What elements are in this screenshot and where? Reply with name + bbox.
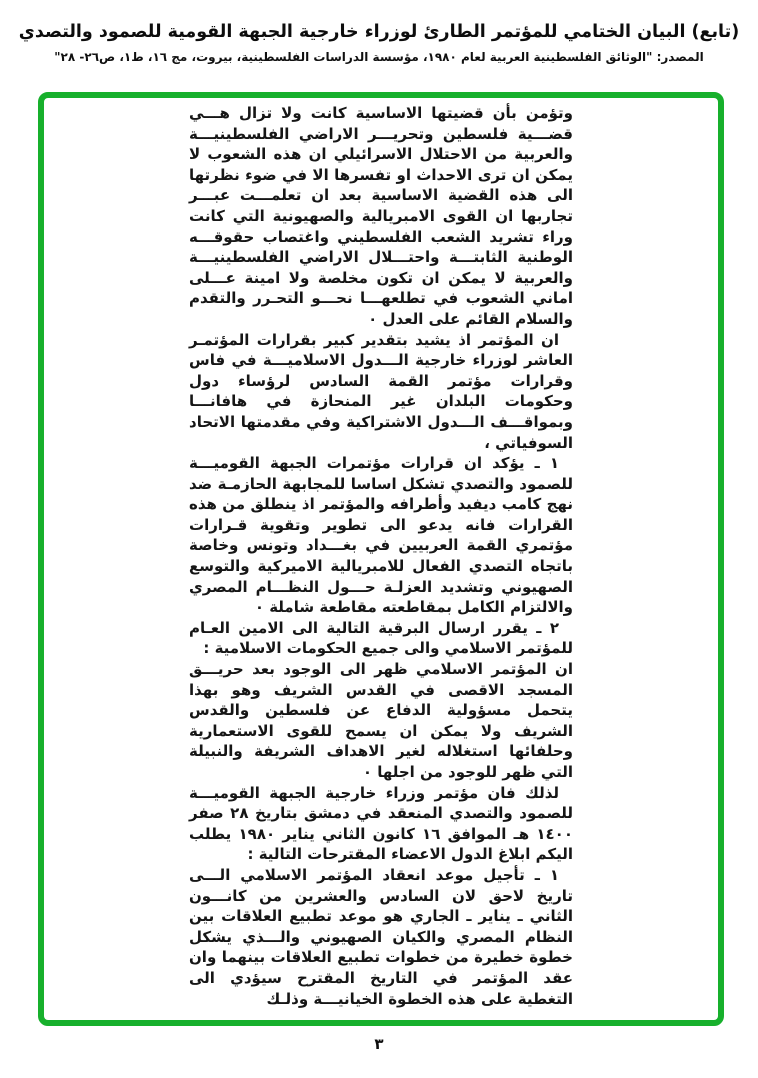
page-number: ٣ xyxy=(374,1035,384,1053)
body-paragraph-5: ان المؤتمر الاسلامي ظهر الى الوجود بعد حريـــق المسجد الاقصى في القدس الشريف وهو بهذا يتحمل مسؤولية الدفاع عن فلسطين والقدس الشريف ولا يمكن ان يسمح للقوى الاستعمارية وحلفائها استغلاله لغير الاهداف الشريفة والنبيلة التي ظهر للوجود من اجلها ٠ xyxy=(189,660,573,781)
document-body xyxy=(189,103,573,1009)
document-source-citation: المصدر: "الوثائق الفلسطينية العربية لعام ١٩٨٠، مؤسسة الدراسات الفلسطينية، بيروت، مج ١٦، ط١، ص٢٦- ٢٨" xyxy=(54,50,704,64)
body-paragraph-4-item-2: ٢ ـ يقرر ارسال البرقية التالية الى الامين العـام للمؤتمر الاسلامي والى جميع الحكومات الاسلامية : xyxy=(189,618,573,658)
body-paragraph-6: لذلك فان مؤتمر وزراء خارجية الجبهة القوميـــة للصمود والتصدي المنعقد في دمشق بتاريخ ٢٨ صفر ١٤٠٠ هـ الموافق ١٦ كانون الثاني يناير ١٩٨٠ يطلب اليكم ابلاغ الدول الاعضاء المقترحات التالية : xyxy=(189,783,573,864)
body-paragraph-2: ان المؤتمر اذ يشيد بتقدير كبير بقرارات المؤتمـر العاشر لوزراء خارجية الـــدول الاسلاميـــة في فاس وقرارات مؤتمر القمة السادس لرؤساء دول وحكومات البلدان غير المنحازة في هافانـــا وبمواقـــف الـــدول الاشتراكية وفي مقدمتها الاتحاد السوفياتي ، xyxy=(189,330,573,452)
body-paragraph-3-item-1: ١ ـ يؤكد ان قرارات مؤتمرات الجبهة القوميـــة للصمود والتصدي تشكل اساسا للمجابهة الحازمـة ضد نهج كامب ديفيد وأطرافه والمؤتمر اذ ينطلق من هذه القرارات فانه يدعو الى تطوير وتقوية قـرارات مؤتمري القمة العربيين في بغـــداد وتونس وخاصة باتجاه التصدي الفعال للامبريالية الاميركية والتوسع الصهيوني وتشديد العزلـة حـــول النظـــام المصري والالتزام الكامل بمقاطعته مقاطعة شاملة ٠ xyxy=(189,454,573,617)
document-title: (تابع) البيان الختامي للمؤتمر الطارئ لوزراء خارجية الجبهة القومية للصمود والتصدي xyxy=(18,22,740,42)
green-frame-border xyxy=(38,92,724,1026)
document-header xyxy=(0,22,758,64)
body-paragraph-1: وتؤمن بأن قضيتها الاساسية كانت ولا تزال هـــي قضـــية فلسطين وتحريـــر الاراضي الفلسطينيـــة والعربية من الاحتلال الاسرائيلي ان هذه الشعوب لا يمكن ان ترى الاحداث او تفسرها الا في ضوء نظرتها الى هذه القضية الاساسية بعد ان تعلمـــت عبـــر تجاربها ان القوى الامبريالية والصهيونية التي كانت وراء تشريد الشعب الفلسطيني واغتصاب حقوقـــه الوطنية الثابتـــة واحتـــلال الاراضي الفلسطينيـــة والعربية لا يمكن ان تكون مخلصة ولا امينة عـــلى اماني الشعوب في تطلعهـــا نحـــو التحـرر والتقدم والسلام القائم على العدل ٠ xyxy=(189,104,573,328)
body-paragraph-7-proposal-1: ١ ـ تأجيل موعد انعقاد المؤتمر الاسلامي الـــى تاريخ لاحق لان السادس والعشرين من كانـــون الثاني ـ يناير ـ الجاري هو موعد تطبيع العلاقات بين النظام المصري والكيان الصهيوني والـــذي يشكل خطوة خطيرة من خطوات تطبيع العلاقات بينهما وان عقد المؤتمر في التاريخ المقترح سيؤدي الى التغطية على هذه الخطوة الخيانيـــة وذلـك xyxy=(189,865,573,1008)
